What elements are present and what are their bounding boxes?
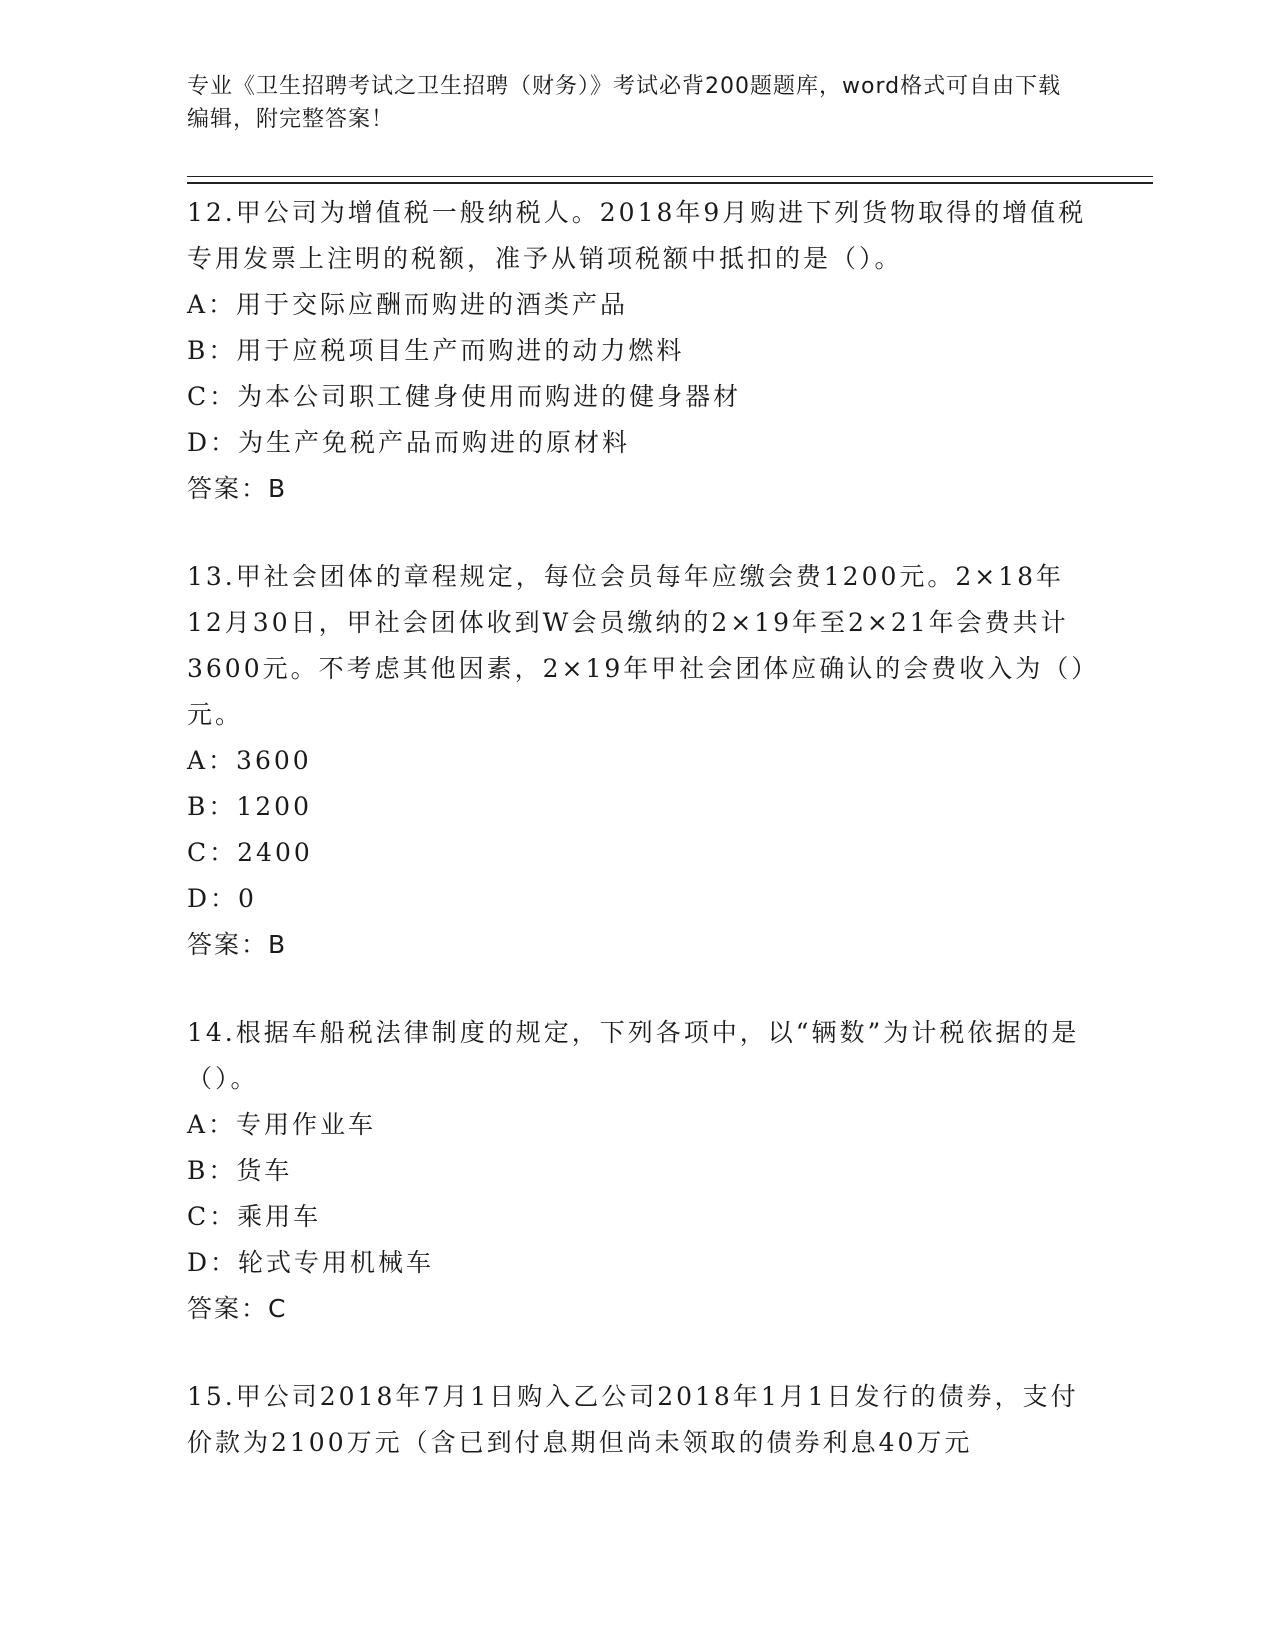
- question-stem: 14.根据车船税法律制度的规定，下列各项中，以“辆数”为计税依据的是（）。: [187, 1018, 1080, 1093]
- question-spacer: [187, 1332, 1087, 1374]
- option-d: D：0: [187, 884, 257, 913]
- question-stem: 12.甲公司为增值税一般纳税人。2018年9月购进下列货物取得的增值税专用发票上注明的税额，准予从销项税额中抵扣的是（）。: [187, 198, 1087, 273]
- answer-line: 答案：B: [187, 930, 288, 959]
- option-a: A：3600: [187, 746, 312, 775]
- option-b: B：货车: [187, 1156, 293, 1185]
- document-header: 专业《卫生招聘考试之卫生招聘（财务）》考试必背200题题库，word格式可自由下载编辑，附完整答案！: [187, 74, 1062, 132]
- question-13: [187, 554, 1087, 968]
- answer-line: 答案：C: [187, 1294, 288, 1323]
- question-list: [187, 190, 1087, 1466]
- question-15: [187, 1374, 1087, 1466]
- question-12: [187, 190, 1087, 512]
- header-divider-top: [187, 176, 1153, 177]
- option-d: D：轮式专用机械车: [187, 1248, 435, 1277]
- option-c: C：为本公司职工健身使用而购进的健身器材: [187, 382, 742, 411]
- option-c: C：乘用车: [187, 1202, 322, 1231]
- header-divider-bottom: [187, 182, 1153, 184]
- question-stem: 15.甲公司2018年7月1日购入乙公司2018年1月1日发行的债券，支付价款为2100万元（含已到付息期但尚未领取的债券利息40万元: [187, 1382, 1079, 1457]
- option-a: A：专用作业车: [187, 1110, 377, 1139]
- answer-line: 答案：B: [187, 474, 288, 503]
- option-c: C：2400: [187, 838, 313, 867]
- option-d: D：为生产免税产品而购进的原材料: [187, 428, 631, 457]
- option-a: A：用于交际应酬而购进的酒类产品: [187, 290, 629, 319]
- question-14: [187, 1010, 1087, 1332]
- option-b: B：1200: [187, 792, 312, 821]
- option-b: B：用于应税项目生产而购进的动力燃料: [187, 336, 685, 365]
- question-spacer: [187, 968, 1087, 1010]
- question-spacer: [187, 512, 1087, 554]
- question-stem: 13.甲社会团体的章程规定，每位会员每年应缴会费1200元。2×18年12月30日，甲社会团体收到W会员缴纳的2×19年至2×21年会费共计3600元。不考虑其他因素，2×19年甲社会团体应确认的会费收入为（）元。: [187, 562, 1087, 729]
